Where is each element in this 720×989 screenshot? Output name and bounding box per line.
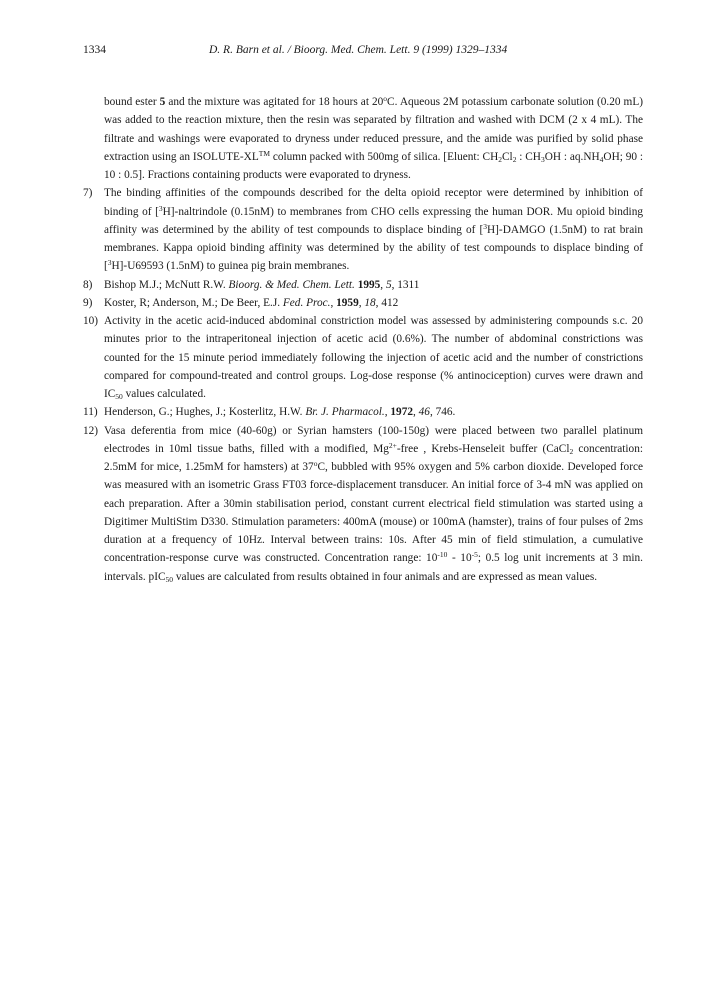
page-header xyxy=(83,44,720,60)
reference-12: 12) Vasa deferentia from mice (40-60g) or Syrian hamsters (100-150g) were placed between two parallel platinum electrodes in 10ml tissue baths, filled with a modified, $Mg^{2+}$-free , Krebs-Henseleit buffer (CaCl$_2$ concentration: 2.5mM for mice, 1.25mM for hamsters) at 37$^o$C, bubbled with 95% oxygen and 5% carbon dioxide. Developed force was measured with an isometric Grass FT03 force-displacement transducer. An initial force of 3-4 mN was applied on each preparation. After a 30min stabilisation period, constant current electrical field stimulation was started using a Digitimer MultiStim D330. Stimulation parameters: 400mA (mouse) or 100mA (hamster), trains of four pulses of 2ms duration at a frequency of 10Hz. Interval between trains: 10s. After 45 min of field stimulation, a cumulative concentration-response curve was constructed. Concentration range: $10^{-10} - 10^{-5}$; 0.5 log unit increments at 3 min. intervals. pIC$_{50}$ values are calculated from results obtained in four animals and are expressed as mean values. xyxy=(83,422,643,586)
reference-9: 9) Koster, R; Anderson, M.; De Beer, E.J. Fed. Proc., 1959, 18, 412 xyxy=(83,294,643,312)
reference-8: 8) Bishop M.J.; McNutt R.W. Bioorg. & Med. Chem. Lett. 1995, 5, 1311 xyxy=(83,276,643,294)
reference-10: 10) Activity in the acetic acid-induced abdominal constriction model was assessed by administering compounds s.c. 20 minutes prior to the intraperitoneal injection of acetic acid (0.6%). The number of abdominal constrictions was counted for the 15 minute period immediately following the injection of acetic acid and the number of constrictions compared for compound-treated and control groups. Log-dose response (% antinociception) curves were drawn and $IC_{50}$ values calculated. xyxy=(83,312,643,403)
ref-6-continuation: bound ester 5 and the mixture was agitated for 18 hours at 20$^o$C. Aqueous 2M potassium carbonate solution (0.20 mL) was added to the reaction mixture, then the resin was separated by filtration and washed with DCM (2 x 4 mL). The filtrate and washings were evaporated to dryness under reduced pressure, and the amide was purified by solid phase extraction using an ISOLUTE-XL™ column packed with 500mg of silica. [Eluent: $CH_2Cl_2$ : $CH_3OH$ : $aq.NH_4OH$; 90 : 10 : 0.5]. Fractions containing products were evaporated to dryness. xyxy=(104,94,644,181)
reference-number: 12) xyxy=(83,424,99,437)
references-section xyxy=(83,93,643,586)
reference-number: 10) xyxy=(83,315,99,327)
page-number: 1334 xyxy=(83,44,106,56)
reference-11: 11) Henderson, G.; Hughes, J.; Kosterlitz, H.W. Br. J. Pharmacol., 1972, 46, 746. xyxy=(83,403,643,421)
reference-number: 8) xyxy=(83,278,93,291)
reference-number: 7) xyxy=(83,187,93,200)
reference-number: 9) xyxy=(83,296,93,309)
reference-7: 7) The binding affinities of the compounds described for the delta opioid receptor were determined by inhibition of binding of [$^3$H]-naltrindole (0.15nM) to membranes from CHO cells expressing the human DOR. Mu opioid binding affinity was determined by the ability of test compounds to displace binding of [$^3$H]-DAMGO (1.5nM) to rat brain membranes. Kappa opioid binding affinity was determined by the ability of test compounds to displace binding of [$^3$H]-U69593 (1.5nM) to guinea pig brain membranes. xyxy=(83,184,643,275)
running-head: D. R. Barn et al. / Bioorg. Med. Chem. Lett. 9 (1999) 1329–1334 xyxy=(209,44,508,56)
reference-number: 11) xyxy=(83,406,98,419)
